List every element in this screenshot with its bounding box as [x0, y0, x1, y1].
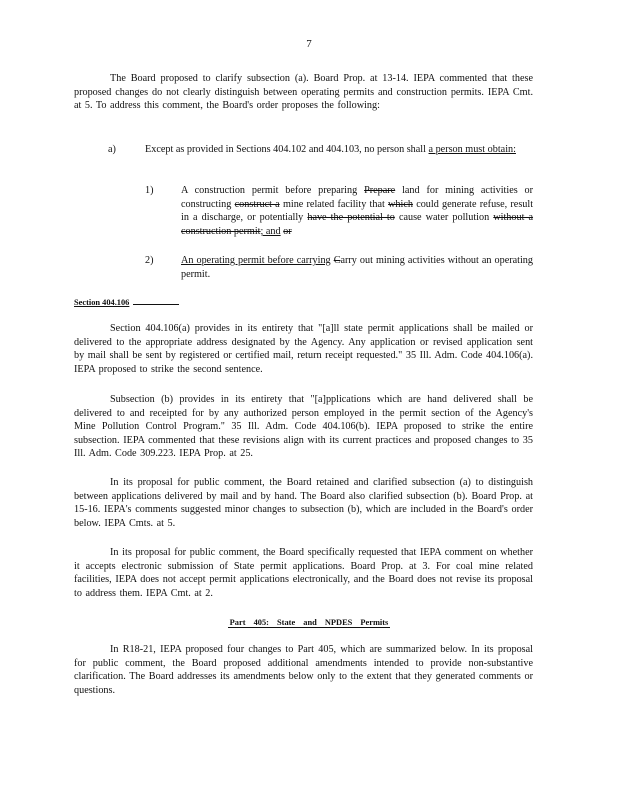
paragraph-public-comment: In its proposal for public comment, the Board retained and clarified subsection (a) to distinguish between applications delivered by mail and by hand. The Board also clarified subsection (b). Board Prop. at 15-16. IEPA's comments suggested minor changes to subsection (b), which are included in the Board's order below. IEPA Cmts. at 5. [74, 477, 533, 529]
item-1-text-part: land for mining activities or constructing [181, 185, 534, 210]
item-1-text [181, 184, 533, 238]
paragraph-part-405: In R18-21, IEPA proposed four changes to Part 405, which are summarized below. In its proposal for public comment, the Board proposed additional amendments intended to provide non-substantive clarification. The Board addresses its amendments below only to the extent that they generated comments or questions. [74, 644, 533, 696]
item-1-deleted-text: or [283, 225, 292, 237]
paragraph-404-106-a: Section 404.106(a) provides in its entirety that "[a]ll state permit applications shall be mailed or delivered to the appropriate address designated by the Agency. Any application or revised application sent by mail shall be sent by registered or certified mail, return receipt requested." 35 Ill. Adm. Code 404.106(a). IEPA proposed to strike the second sentence. [74, 323, 533, 375]
item-2-text-part: arry out mining activities without an operating permit. [181, 255, 533, 280]
item-2-deleted-text: C [333, 255, 341, 266]
item-1-deleted-text: Prepare [364, 185, 396, 196]
item-1-text-part: mine related facility that [282, 198, 385, 210]
item-1-label: 1) [145, 185, 154, 196]
part-heading-text: Part 405: State and NPDES Permits [229, 618, 389, 627]
heading-underline [133, 296, 179, 305]
page-number: 7 [306, 38, 312, 50]
item-a-plain: Except as provided in Sections 404.102 and 404.103, no person shall [145, 144, 426, 155]
paragraph-404-106-b: Subsection (b) provides in its entirety that "[a]pplications which are hand delivered shall be delivered to and receipted for by any authorized person employed in the permit section of the Agency's Mine Pollution Control Program." 35 Ill. Adm. Code 404.106(b). IEPA proposed to strike the entire subsection. IEPA commented that these revisions align with its current practices and proposed changes to 35 Ill. Adm. Code 309.223. IEPA Prop. at 25. [74, 394, 533, 460]
section-heading-text: Section 404.106 [74, 298, 130, 307]
item-1-deleted-text: which [388, 198, 413, 210]
paragraph-subsection-a-intro: The Board proposed to clarify subsection (a). Board Prop. at 13-14. IEPA commented that these proposed changes do not clearly distinguish between operating permits and construction permits. IEPA Cmt. at 5. To address this comment, the Board's order proposes the following: [74, 73, 533, 112]
item-2-text [181, 254, 533, 281]
item-1-text-part: could generate refuse, result in a discharge, or potentially [181, 198, 534, 224]
item-1-text-part: cause water pollution [398, 212, 490, 224]
item-2-label: 2) [145, 255, 154, 266]
part-heading [0, 617, 618, 629]
section-heading [74, 296, 179, 309]
item-2-added-text: An operating permit before carrying [181, 255, 331, 266]
item-a-added: a person must obtain: [428, 144, 516, 155]
paragraph-electronic-submission: In its proposal for public comment, the Board specifically requested that IEPA comment on whether it accepts electronic submission of State permit applications. Board Prop. at 3. For coal mine related facilities, IEPA does not accept permit applications electronically, and the Board does not revise its proposal to address them. IEPA Cmt. at 2. [74, 547, 533, 599]
item-a-text [145, 143, 525, 157]
item-1-text-part: A construction permit before preparing [181, 185, 358, 196]
item-a-label: a) [108, 144, 116, 155]
item-1-deleted-text: without a construction permit [181, 212, 534, 237]
item-1-added-text: ; and [260, 225, 281, 237]
item-1-deleted-text: have the potential to [307, 212, 395, 224]
item-1-deleted-text: construct a [234, 198, 280, 210]
